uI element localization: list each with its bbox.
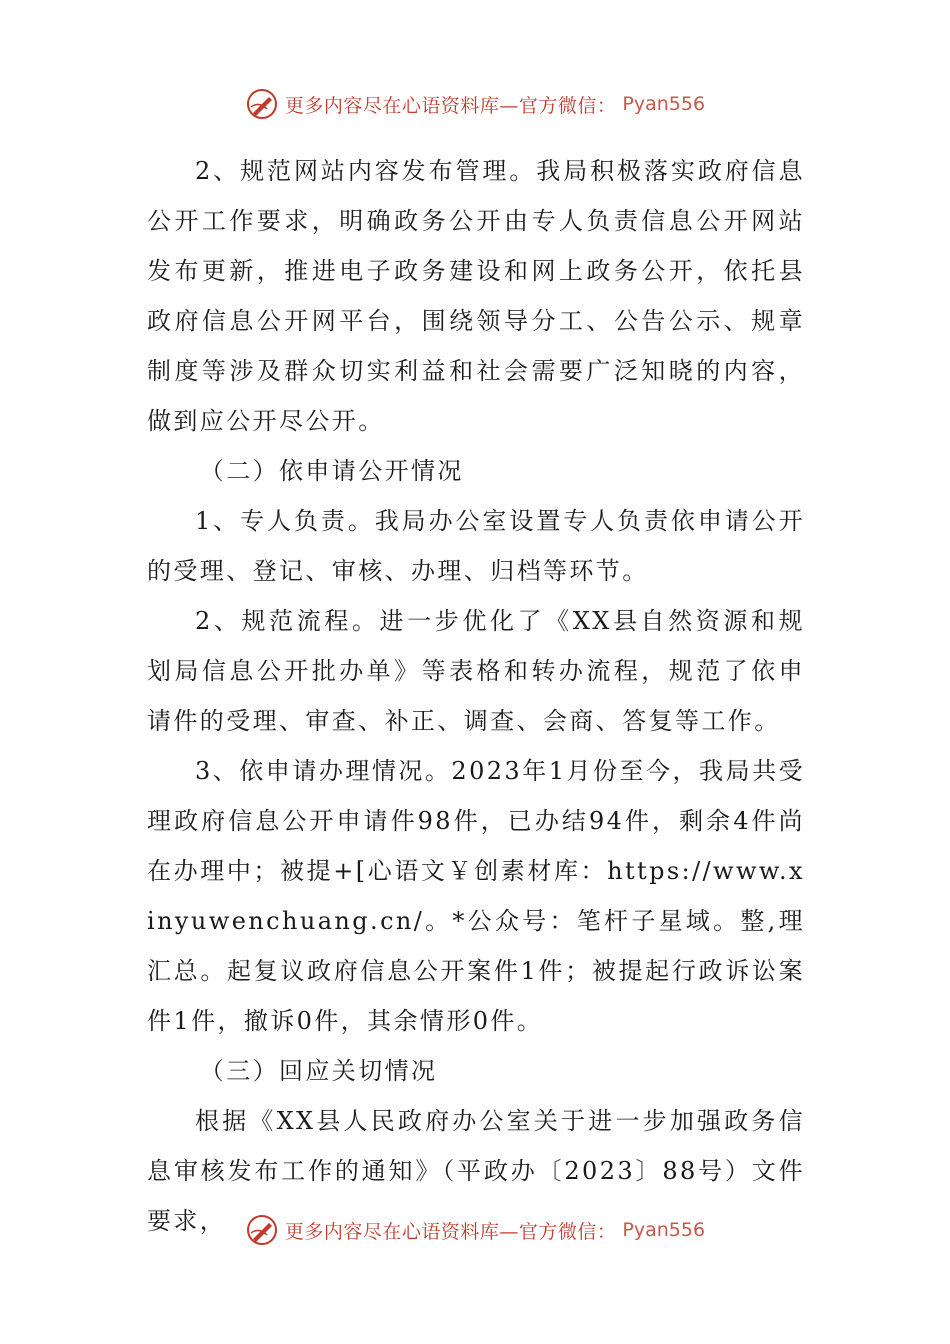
watermark-wechat-id: Pyan556 <box>622 1219 706 1241</box>
pen-logo-icon <box>245 1213 279 1247</box>
paragraph: 根据《XX县人民政府办公室关于进一步加强政务信息审核发布工作的通知》（平政办〔2023〕88号）文件要求， <box>147 1107 805 1235</box>
pen-logo-icon <box>245 87 279 121</box>
paragraph: 3、依申请办理情况。2023年1月份至今，我局共受理政府信息公开申请件98件，已办结94件，剩余4件尚在办理中；被提+[心语文￥创素材库：https://www.xinyuwenchuang.cn/。*公众号：笔杆子星域。整,理汇总。起复议政府信息公开案件1件；被提起行政诉讼案件1件，撤诉0件，其余情形0件。 <box>147 757 805 1035</box>
paragraph: 1、专人负责。我局办公室设置专人负责依申请公开的受理、登记、审核、办理、归档等环节。 <box>147 507 805 585</box>
watermark-wechat-id: Pyan556 <box>622 93 706 115</box>
watermark-banner-top <box>0 84 950 124</box>
document-body <box>147 146 805 1246</box>
paragraph: 2、规范流程。进一步优化了《XX县自然资源和规划局信息公开批办单》等表格和转办流程，规范了依申请件的受理、审查、补正、调查、会商、答复等工作。 <box>147 607 805 735</box>
section-heading: （三）回应关切情况 <box>199 1057 438 1085</box>
watermark-text: 更多内容尽在心语资料库—官方微信： <box>284 1220 617 1243</box>
watermark-text: 更多内容尽在心语资料库—官方微信： <box>284 94 617 117</box>
paragraph: 2、规范网站内容发布管理。我局积极落实政府信息公开工作要求，明确政务公开由专人负责信息公开网站发布更新，推进电子政务建设和网上政务公开，依托县政府信息公开网平台，围绕领导分工、公告公示、规章制度等涉及群众切实利益和社会需要广泛知晓的内容，做到应公开尽公开。 <box>147 157 805 435</box>
section-heading: （二）依申请公开情况 <box>199 457 464 485</box>
watermark-banner-bottom <box>0 1210 950 1250</box>
